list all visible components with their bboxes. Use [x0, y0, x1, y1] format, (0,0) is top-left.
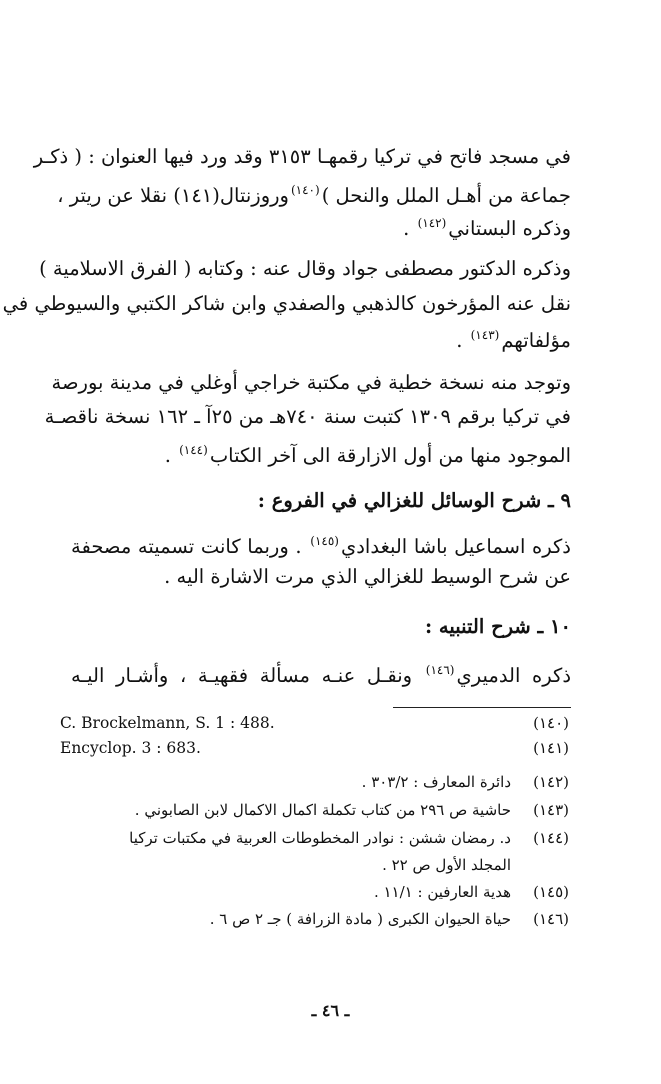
footnote-number: (١٤١) — [533, 739, 569, 757]
footnote-ref-146[interactable]: (١٤٦) — [425, 663, 455, 677]
body-line-8: في تركيا برقم ١٣٠٩ كتبت سنة ٧٤٠هـ من ٢٥آ ـ ١٦٢ نسخة ناقصـة — [44, 405, 571, 428]
footnote-number: (١٤٦) — [533, 910, 569, 928]
body-line-6: مؤلفاتهم$^{(١٤٣)}$ . — [456, 328, 571, 352]
body-line-4: وذكره الدكتور مصطفى جواد وقال عنه : وكتابه ( الفرق الاسلامية ) — [39, 257, 571, 280]
footnote-text: د. رمضان ششن : نوادر المخطوطات العربية في مكتبات تركيا — [129, 829, 511, 847]
footnote-number: (١٤٢) — [533, 773, 569, 791]
footnote-text: هدية العارفين : ١١/١ . — [373, 883, 511, 901]
body-line-3: وذكره البستاني$^{(١٤٢)}$ . — [403, 216, 571, 240]
footnote-number: (١٤٥) — [533, 883, 569, 901]
section-heading-9: ٩ ـ شرح الوسائل للغزالي في الفروع : — [257, 489, 571, 512]
footnote-text: المجلد الأول ص ٢٢ . — [382, 856, 511, 874]
footnote-text: حاشية ص ٢٩٦ من كتاب تكملة اكمال الاكمال لابن الصابوني . — [134, 801, 511, 819]
page-number: ـ ٤٦ ـ — [311, 1001, 350, 1020]
footnote-separator — [393, 707, 571, 708]
body-line-7: وتوجد منه نسخة خطية في مكتبة خراجي أوغلي في مدينة بورصة — [51, 371, 571, 394]
body-line-9: الموجود منها من أول الازارقة الى آخر الكتاب$^{(١٤٤)}$ . — [164, 443, 571, 467]
footnote-text: حياة الحيوان الكبرى ( مادة الزرافة ) جـ ٢ ص ٦ . — [209, 910, 511, 928]
footnote-text: دائرة المعارف : ٣٠٣/٢ . — [361, 773, 511, 791]
footnote-number: (١٤٤) — [533, 829, 569, 847]
footnote-ref-144[interactable]: (١٤٤) — [179, 443, 208, 457]
body-line-11: عن شرح الوسيط للغزالي الذي مرت الاشارة اليه . — [164, 565, 571, 588]
footnote-ref-143[interactable]: (١٤٣) — [470, 328, 500, 342]
footnote-number: (١٤٠) — [533, 714, 569, 732]
footnote-latin-text: C. Brockelmann, S. 1 : 488. — [60, 714, 275, 732]
body-line-12: ذكره الدميري$^{(١٤٦)}$ ونقـل عنـه مسألة فقهيـة ، وأشـار اليـه — [71, 663, 572, 687]
footnote-ref-142[interactable]: (١٤٢) — [417, 216, 447, 230]
body-line-2: جماعة من أهـل الملل والنحل )$^{(١٤٠)}$وروزنتال(١٤١) نقلا عن ريتر ، — [57, 183, 571, 207]
footnote-ref-140[interactable]: (١٤٠) — [290, 183, 320, 197]
section-heading-10: ١٠ ـ شرح التنبيه : — [424, 615, 571, 638]
footnote-ref-145[interactable]: (١٤٥) — [310, 534, 339, 548]
body-line-1: في مسجد فاتح في تركيا رقمهـا ٣١٥٣ وقد ورد فيها العنوان : ( ذكـر — [33, 145, 571, 168]
footnote-latin-text: Encyclop. 3 : 683. — [60, 739, 201, 757]
body-line-5: نقل عنه المؤرخون كالذهبي والصفدي وابن شاكر الكتبي والسيوطي في — [2, 292, 571, 315]
body-line-10: ذكره اسماعيل باشا البغدادي$^{(١٤٥)}$ . وربما كانت تسميته مصحفة — [71, 534, 571, 558]
footnote-number: (١٤٣) — [533, 801, 569, 819]
